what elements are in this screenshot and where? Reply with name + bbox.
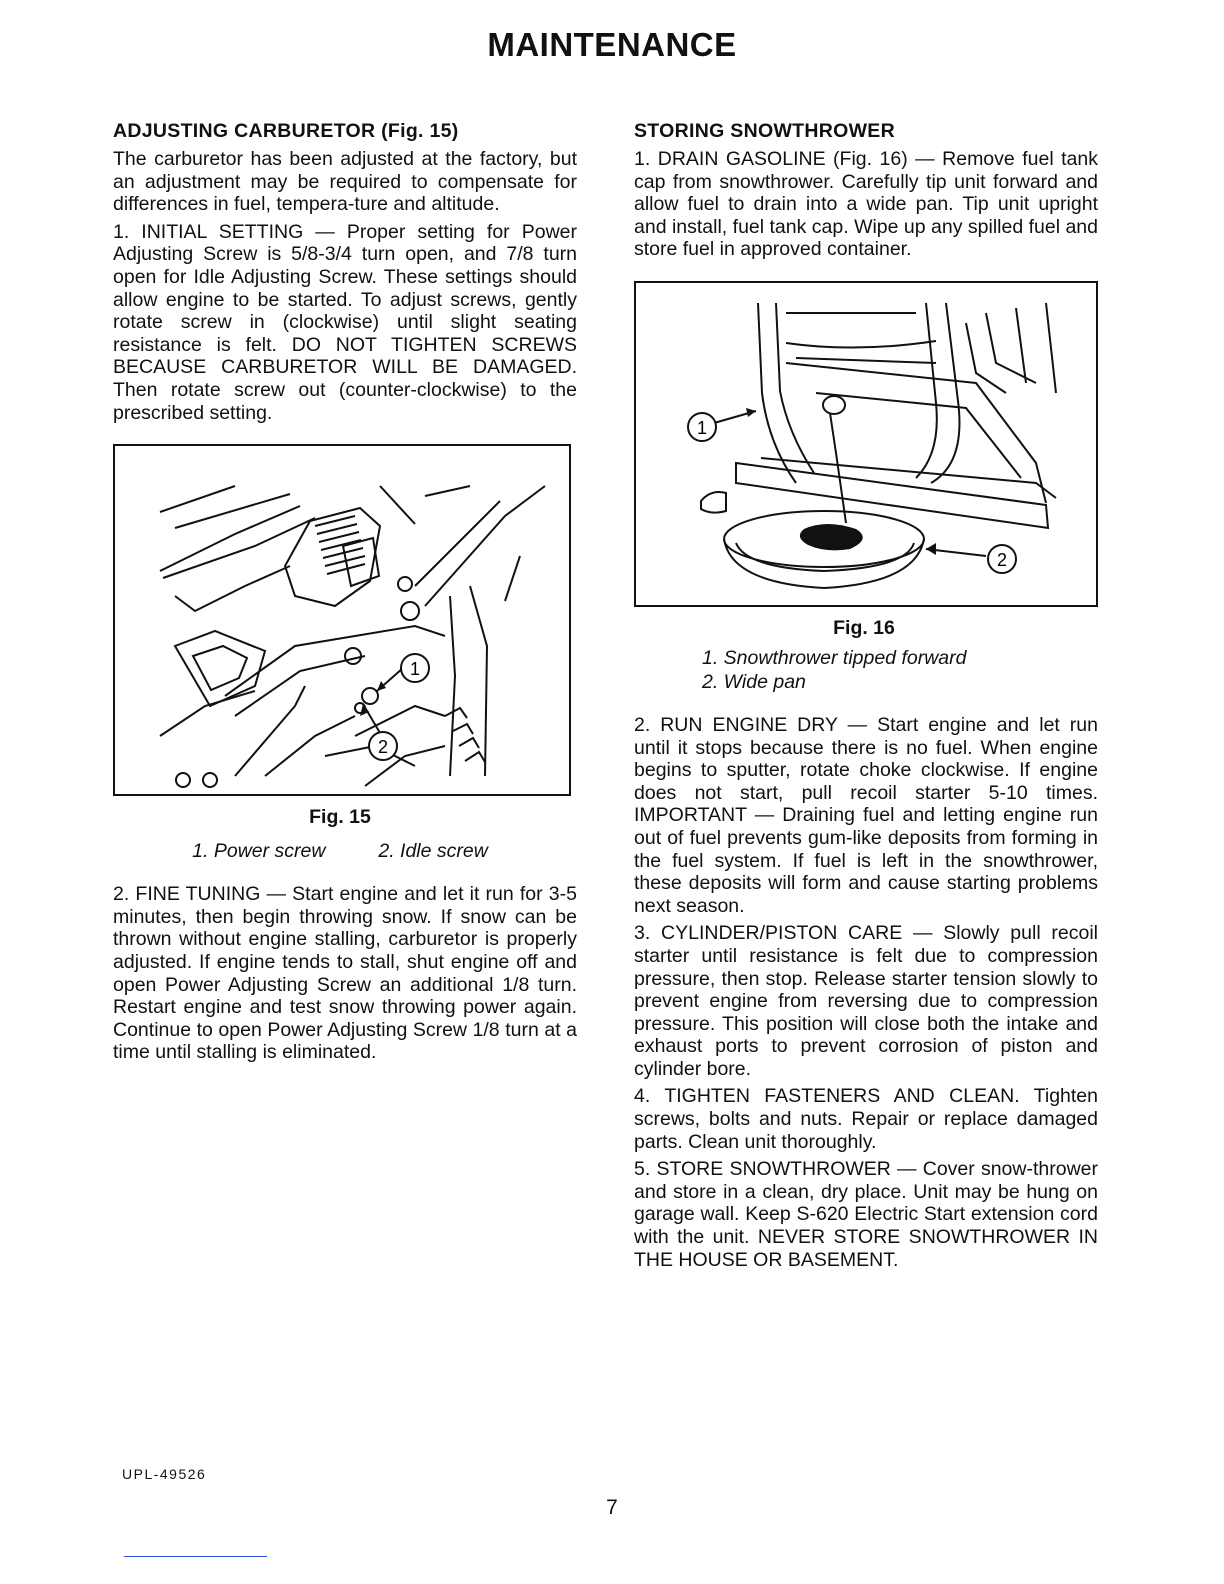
store-snowthrower-paragraph: 5. STORE SNOWTHROWER — Cover snow-thrower and store in a clean, dry place. Unit may be hung on garage wall. Keep S-620 Electric Start extension cord with the unit. NEVER STORE SNOWTHROWER IN THE HOUSE OR BASEMENT.	[634, 1158, 1098, 1271]
fig-15-caption	[113, 839, 567, 863]
fig-15-title: Fig. 15	[309, 806, 371, 829]
fig-16-caption-item-2: 2. Wide pan	[702, 670, 806, 693]
run-engine-dry-paragraph: 2. RUN ENGINE DRY — Start engine and let run until it stops because there is no fuel. When engine begins to sputter, rotate choke clockwise. If engine does not start, pull recoil starter 5-10 times. IMPORTANT — Draining fuel and letting engine run out of fuel prevents gum-like deposits from forming in the fuel system. If fuel is left in the snowthrower, these deposits will form and cause starting problems next season.	[634, 713, 1098, 917]
fig-16-illustration	[634, 281, 1098, 607]
svg-text:1: 1	[409, 659, 421, 680]
fig-16-title: Fig. 16	[833, 616, 895, 639]
document-code: UPL-49526	[122, 1466, 207, 1482]
fig-15-caption-item-1: 1. Power screw	[192, 840, 326, 863]
bottom-rule	[124, 1556, 267, 1557]
page-title: MAINTENANCE	[487, 26, 737, 63]
drain-gasoline-paragraph: 1. DRAIN GASOLINE (Fig. 16) — Remove fuel tank cap from snowthrower. Carefully tip unit forward and allow fuel to drain into a wide pan. Tip unit upright and install, fuel tank cap. Wipe up any spilled fuel and store fuel in approved container.	[634, 148, 1098, 261]
fig-16-caption	[702, 646, 1098, 694]
svg-text:2: 2	[996, 549, 1008, 570]
initial-setting-paragraph: 1. INITIAL SETTING — Proper setting for Power Adjusting Screw is 5/8-3/4 turn open, and 7/8 turn open for Idle Adjusting Screw. These settings should allow engine to be started. To adjust screws, gently rotate screw in (clockwise) until slight seating resistance is felt. DO NOT TIGHTEN SCREWS BECAUSE CARBURETOR WILL BE DAMAGED. Then rotate screw out (counter-clockwise) to the prescribed setting.	[113, 220, 577, 424]
fig-15-callout-1	[401, 654, 429, 682]
left-column	[113, 120, 577, 1069]
svg-text:2: 2	[377, 737, 389, 758]
right-column	[634, 120, 1098, 1276]
draining-fuel-drawing	[636, 283, 1096, 605]
carburetor-drawing	[115, 446, 569, 794]
fig-16-callout-2	[988, 545, 1016, 573]
fig-16-caption-item-1: 1. Snowthrower tipped forward	[702, 646, 967, 669]
storing-snowthrower-heading: STORING SNOWTHROWER	[634, 120, 895, 142]
fig-15-illustration	[113, 444, 571, 796]
adjusting-carburetor-heading: ADJUSTING CARBURETOR (Fig. 15)	[113, 120, 459, 142]
page-number: 7	[606, 1496, 618, 1519]
cylinder-piston-care-paragraph: 3. CYLINDER/PISTON CARE — Slowly pull recoil starter until resistance is felt due to compression pressure, then stop. Release starter tension slowly to prevent engine from reversing due to compression pressure. This position will close both the intake and exhaust ports to prevent corrosion of piston and cylinder bore.	[634, 922, 1098, 1080]
fine-tuning-paragraph: 2. FINE TUNING — Start engine and let it run for 3-5 minutes, then begin throwing snow. If snow can be thrown without engine stalling, carburetor is properly adjusted. If engine tends to stall, shut engine off and open Power Adjusting Screw an additional 1/8 turn. Restart engine and test snow throwing power again. Continue to open Power Adjusting Screw 1/8 turn at a time until stalling is eliminated.	[113, 883, 577, 1064]
fig-15-caption-item-2: 2. Idle screw	[378, 840, 488, 863]
svg-text:1: 1	[696, 417, 708, 438]
tighten-fasteners-paragraph: 4. TIGHTEN FASTENERS AND CLEAN. Tighten screws, bolts and nuts. Repair or replace damaged parts. Clean unit thoroughly.	[634, 1085, 1098, 1153]
fig-16-callout-1	[688, 413, 716, 441]
carburetor-intro-paragraph: The carburetor has been adjusted at the factory, but an adjustment may be required to compensate for differences in fuel, tempera-ture and altitude.	[113, 148, 577, 216]
fig-15-callout-2	[369, 732, 397, 760]
